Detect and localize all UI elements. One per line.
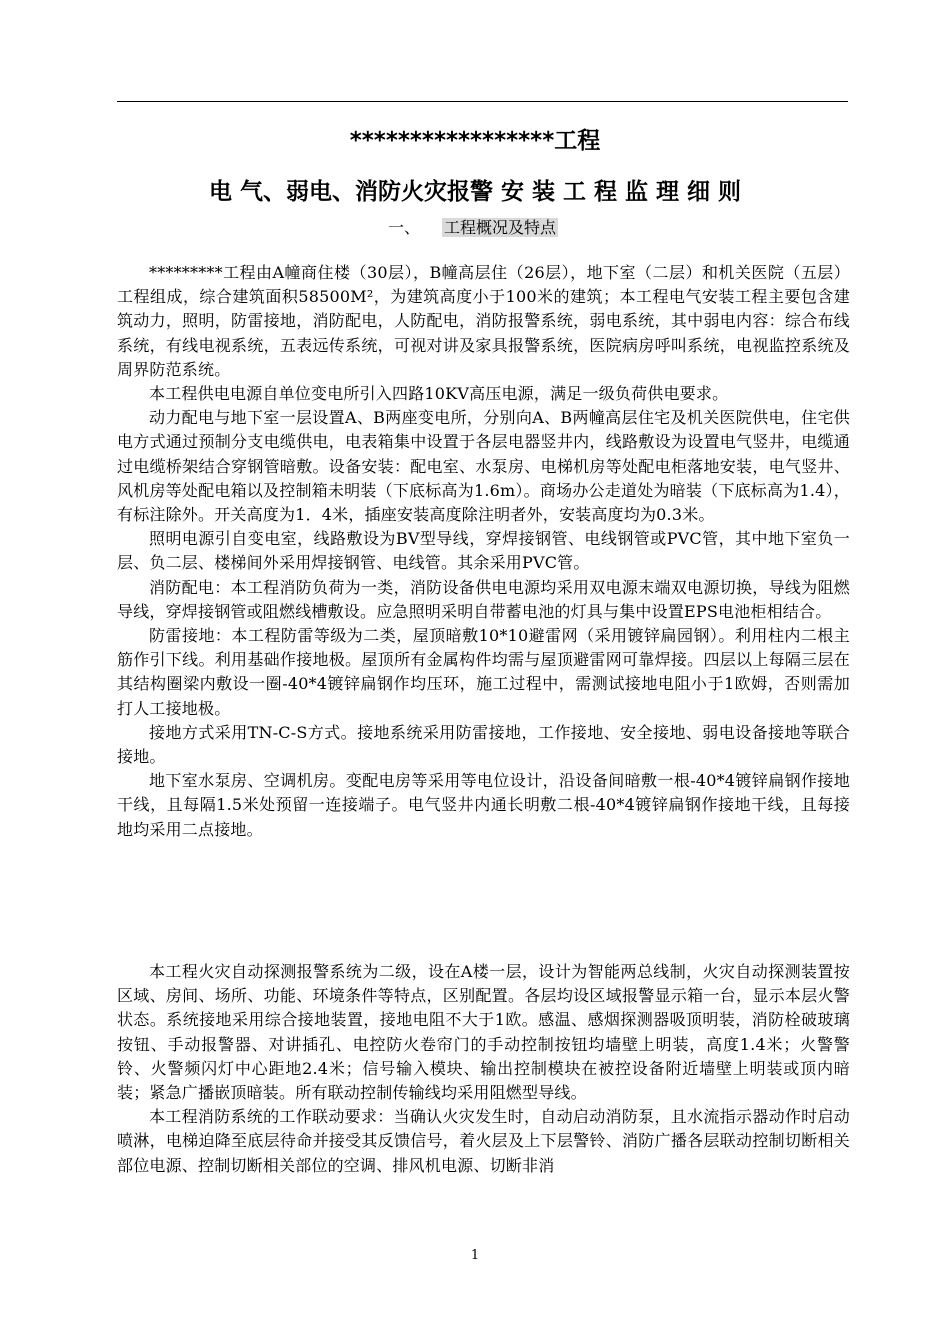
- paragraph: 防雷接地：本工程防雷等级为二类，屋顶暗敷10*10避雷网（采用镀锌扁园钢）。利用柱内二根主筋作引下线。利用基础作接地极。屋顶所有金属构件均需与屋顶避雷网可靠焊接。四层以上每隔三层在其结构圈梁内敷设一圈-40*4镀锌扁钢作均压环，施工过程中，需测试接地电阻小于1欧姆，否则需加打人工接地极。: [117, 626, 850, 718]
- paragraph: 本工程供电电源自单位变电所引入四路10KV高压电源，满足一级负荷供电要求。: [149, 384, 729, 404]
- paragraph: 动力配电与地下室一层设置A、B两座变电所，分别向A、B两幢高层住宅及机关医院供电，住宅供电方式通过预制分支电缆供电，电表箱集中设置于各层电器竖井内，线路敷设为设置电气竖井，电缆通过电缆桥架结合穿钢管暗敷。设备安装：配电室、水泵房、电梯机房等处配电柜落地安装，电气竖井、风机房等处配电箱以及控制箱未明装（下底标高为1.6m）。商场办公走道处为暗装（下底标高为1.4），有标注除外。开关高度为1．4米，插座安装高度除注明者外，安装高度均为0.3米。: [117, 408, 850, 525]
- paragraph: 接地方式采用TN-C-S方式。接地系统采用防雷接地，工作接地、安全接地、弱电设备接地等联合接地。: [117, 722, 850, 767]
- document-title: *****************工程: [349, 128, 601, 154]
- paragraph: 本工程消防系统的工作联动要求：当确认火灾发生时，自动启动消防泵，且水流指示器动作时启动喷淋，电梯迫降至底层待命并接受其反馈信号，着火层及上下层警铃、消防广播各层联动控制切断相关部位电源、控制切断相关部位的空调、排风机电源、切断非消: [117, 1107, 850, 1175]
- paragraph: 照明电源引自变电室，线路敷设为BV型导线，穿焊接钢管、电线钢管或PVC管，其中地下室负一层、负二层、楼梯间外采用焊接钢管、电线管。其余采用PVC管。: [117, 529, 850, 573]
- body-block-overview: [117, 261, 850, 842]
- paragraph: *********工程由A幢商住楼（30层），B幢高层住（26层），地下室（二层）和机关医院（五层）工程组成，综合建筑面积58500M²，为建筑高度小于100米的建筑；本工程电气安装工程主要包含建筑动力，照明，防雷接地，消防配电，人防配电，消防报警系统，弱电系统，其中弱电内容：综合布线系统，有线电视系统，五表远传系统，可视对讲及家具报警系统，医院病房呼叫系统，电视监控系统及周界防范系统。: [117, 263, 850, 379]
- document-subtitle: 电 气、弱电、消防火灾报警 安 装 工 程 监 理 细 则: [208, 179, 742, 205]
- paragraph: 地下室水泵房、空调机房。变配电房等采用等电位设计，沿设备间暗敷一根-40*4镀锌扁钢作接地干线，且每隔1.5米处预留一连接端子。电气竖井内通长明敷二根-40*4镀锌扁钢作接地干线，且每接地均采用二点接地。: [117, 771, 850, 839]
- section-title: 工程概况及特点: [444, 218, 557, 237]
- paragraph: 本工程火灾自动探测报警系统为二级，设在A楼一层，设计为智能两总线制，火灾自动探测装置按区域、房间、场所、功能、环境条件等特点，区别配置。各层均设区域报警显示箱一台，显示本层火警状态。系统接地采用综合接地装置，接地电阻不大于1欧。感温、感烟探测器吸顶明装，消防栓破玻璃按钮、手动报警器、对讲插孔、电控防火卷帘门的手动控制按钮均墙壁上明装，高度1.4米；火警警铃、火警频闪灯中心距地2.4米；信号输入模块、输出控制模块在被控设备附近墙壁上明装或顶内暗装；紧急广播嵌顶暗装。所有联动控制传输线均采用阻燃型导线。: [117, 962, 850, 1103]
- body-block-fire-alarm: [117, 960, 850, 1178]
- section-heading: [388, 216, 558, 240]
- header-rule: [117, 101, 848, 102]
- page-number: 1: [470, 1248, 480, 1263]
- section-number: 一、: [388, 218, 421, 237]
- paragraph: 消防配电：本工程消防负荷为一类，消防设备供电电源均采用双电源末端双电源切换，导线为阻燃导线，穿焊接钢管或阻燃线槽敷设。应急照明采明自带蓄电池的灯具与集中设置EPS电池柜相结合。: [117, 577, 850, 621]
